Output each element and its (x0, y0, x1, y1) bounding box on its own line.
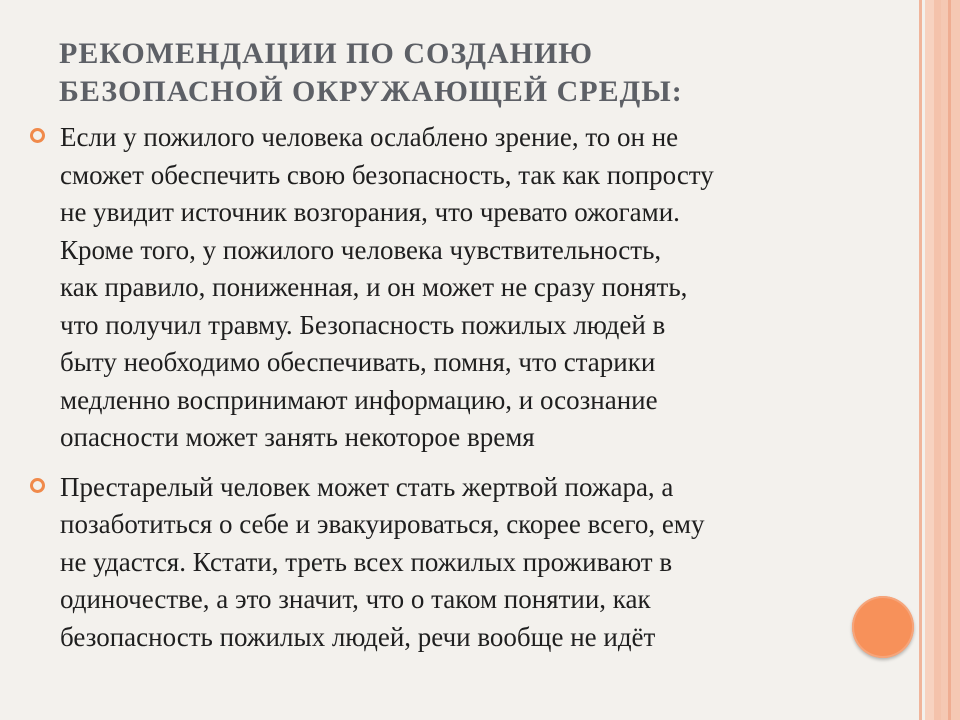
slide-content (30, 119, 885, 668)
bullet-text-line: что получил травму. Безопасность пожилых людей в (60, 309, 666, 340)
bullet-text-line: медленно воспринимают информацию, и осознание (60, 384, 658, 415)
slide-title-line: БЕЗОПАСНОЙ ОКРУЖАЮЩЕЙ СРЕДЫ: (59, 75, 683, 108)
bullet-text-line: безопасность пожилых людей, речи вообще не идёт (60, 621, 656, 652)
bullet-text-line: позаботиться о себе и эвакуироваться, скорее всего, ему (60, 509, 705, 539)
bullet-text-line: опасности может занять некоторое время (60, 422, 535, 452)
slide-title-line: РЕКОМЕНДАЦИИ ПО СОЗДАНИЮ (59, 37, 594, 70)
bullet-text-line: не увидит источник возгорания, что чревато ожогами. (60, 197, 680, 227)
decor-stripe (919, 0, 922, 720)
bullet-text-line: одиночестве, а это значит, что о таком понятии, как (60, 584, 651, 614)
bullet-text-line: как правило, пониженная, и он может не сразу понять, (60, 272, 688, 302)
bullet-text-line: не удастся. Кстати, треть всех пожилых проживают в (60, 546, 673, 577)
bullet-text-line: Если у пожилого человека ослаблено зрение, то он не (60, 122, 679, 152)
decor-stripe (948, 0, 951, 720)
bullet-item (30, 469, 885, 657)
bullet-text-line: сможет обеспечить свою безопасность, так как попросту (60, 159, 714, 190)
bullet-item (30, 119, 885, 457)
circle-outline-icon (30, 128, 45, 143)
orange-circle-decor (852, 596, 914, 658)
decor-stripe (925, 0, 934, 720)
circle-outline-icon (30, 478, 45, 493)
decor-stripe (934, 0, 941, 720)
bullet-text-line: Кроме того, у пожилого человека чувствительность, (60, 234, 662, 265)
slide-title (59, 35, 889, 111)
bullet-text-line: быту необходимо обеспечивать, помня, что старики (60, 347, 656, 377)
bullet-text-line: Престарелый человек может стать жертвой пожара, а (60, 471, 674, 502)
